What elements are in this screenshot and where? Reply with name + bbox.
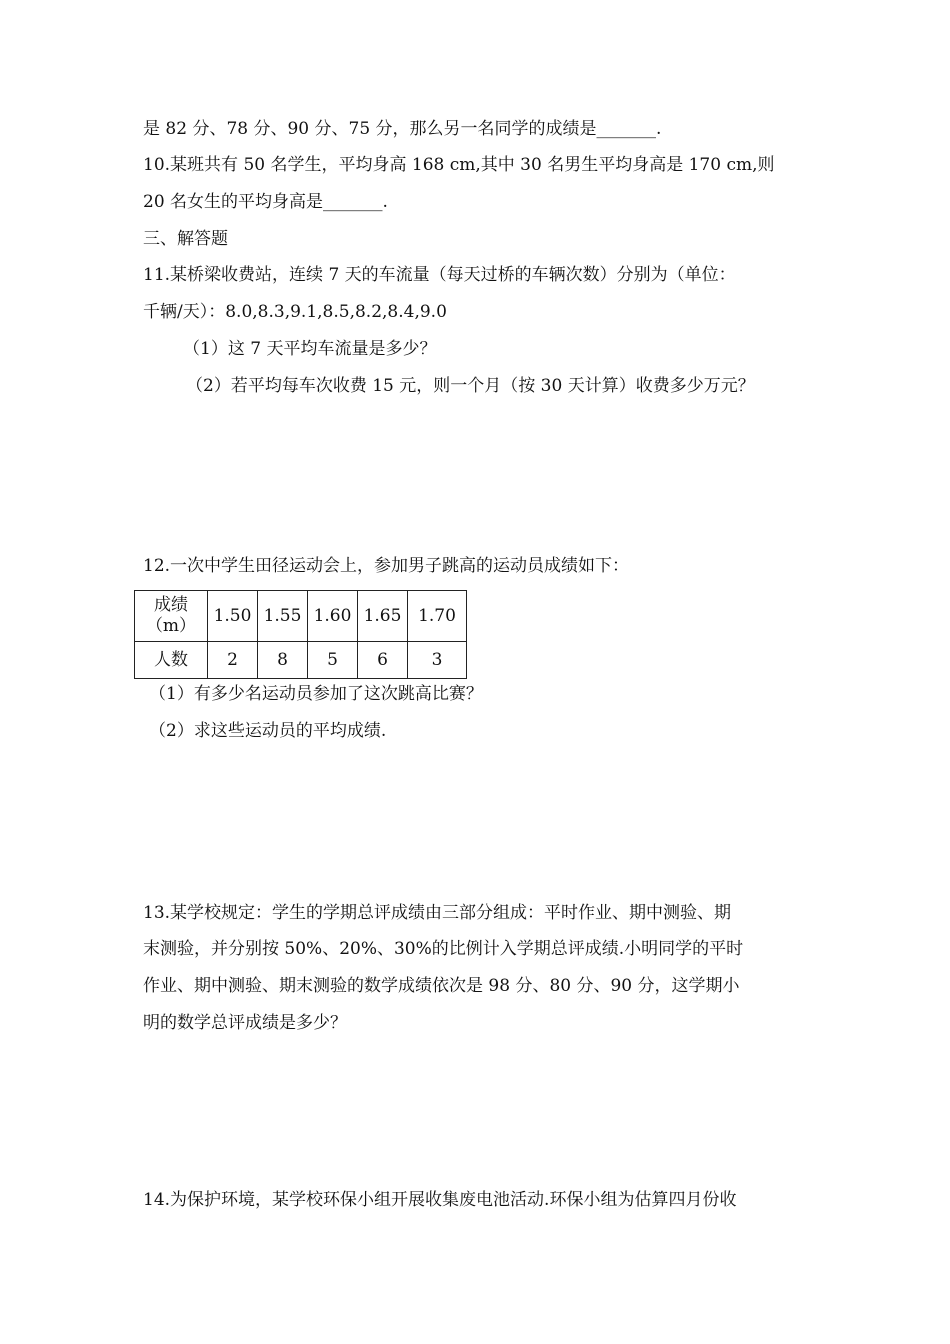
question-12-part-1: （1）有多少名运动员参加了这次跳高比赛？: [149, 684, 483, 704]
question-13-line-4: 明的数学总评成绩是多少？: [143, 1013, 347, 1033]
table-row: [135, 642, 467, 679]
table-cell: 1.50: [208, 591, 258, 642]
question-10-line-2: 20 名女生的平均身高是_______.: [143, 192, 388, 212]
table-cell: 6: [358, 642, 408, 679]
question-13-line-3: 作业、期中测验、期末测验的数学成绩依次是 98 分、80 分、90 分，这学期小: [143, 976, 740, 996]
table-cell: 1.55: [258, 591, 308, 642]
question-12-part-2: （2）求这些运动员的平均成绩.: [149, 721, 387, 741]
table-header-cell: 人数: [135, 642, 208, 679]
table-header-cell: [135, 591, 208, 642]
question-13-line-1: 13.某学校规定：学生的学期总评成绩由三部分组成：平时作业、期中测验、期: [143, 903, 732, 923]
table-cell: 5: [308, 642, 358, 679]
question-13-line-2: 末测验，并分别按 50%、20%、30%的比例计入学期总评成绩.小明同学的平时: [143, 939, 744, 959]
question-11-part-2: （2）若平均每车次收费 15 元，则一个月（按 30 天计算）收费多少万元？: [186, 376, 755, 396]
table-cell: 1.70: [408, 591, 467, 642]
table-cell: 3: [408, 642, 467, 679]
score-label-line-2: （m）: [145, 616, 197, 636]
jump-scores-table: [134, 590, 467, 679]
table-cell: 1.60: [308, 591, 358, 642]
question-10-line-1: 10.某班共有 50 名学生，平均身高 168 cm,其中 30 名男生平均身高是 170 cm,则: [143, 155, 775, 175]
table-cell: 8: [258, 642, 308, 679]
question-11-part-1: （1）这 7 天平均车流量是多少？: [183, 339, 437, 359]
table-cell: 2: [208, 642, 258, 679]
section-3-title: 三、解答题: [143, 229, 228, 249]
table-cell: 1.65: [358, 591, 408, 642]
question-11-line-1: 11.某桥梁收费站，连续 7 天的车流量（每天过桥的车辆次数）分别为（单位：: [143, 265, 736, 285]
question-11-line-2: 千辆/天）：8.0,8.3,9.1,8.5,8.2,8.4,9.0: [143, 302, 447, 322]
table-row: [135, 591, 467, 642]
question-14-line-1: 14.为保护环境，某学校环保小组开展收集废电池活动.环保小组为估算四月份收: [143, 1190, 737, 1210]
question-12-intro: 12.一次中学生田径运动会上，参加男子跳高的运动员成绩如下：: [143, 556, 630, 576]
score-label-line-1: 成绩: [154, 595, 188, 615]
question-9-tail: 是 82 分、78 分、90 分、75 分，那么另一名同学的成绩是_______.: [143, 119, 662, 139]
